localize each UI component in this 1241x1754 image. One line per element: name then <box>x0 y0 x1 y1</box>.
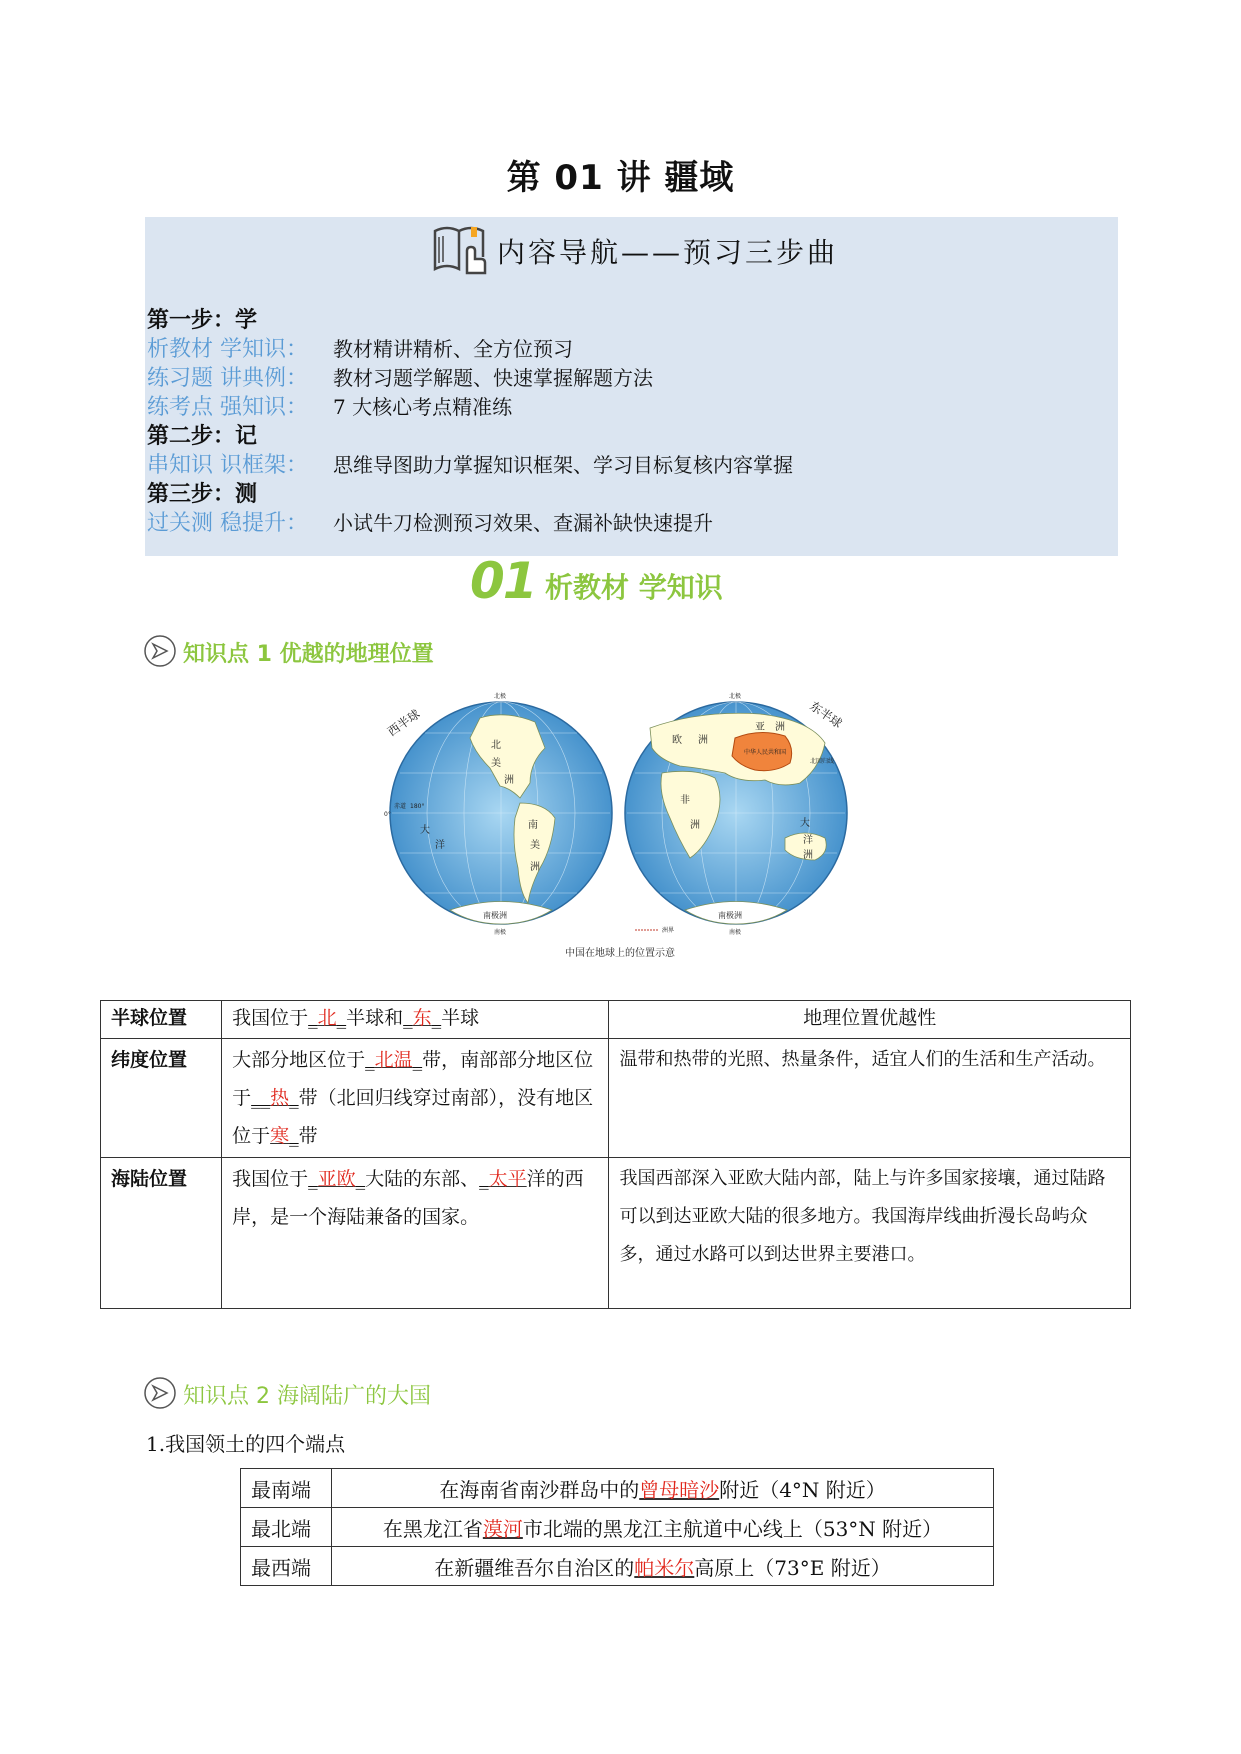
step-desc: 教材习题学解题、快速掌握解题方法 <box>333 366 653 390</box>
blank: _ <box>431 1007 442 1029</box>
step-2-title: 第二步：记 <box>147 424 258 449</box>
af-char-1: 非 <box>680 795 690 806</box>
blank: _ <box>412 1049 423 1071</box>
blank: _ <box>479 1168 489 1190</box>
blank: __ <box>251 1087 271 1109</box>
south-pole-label-left: 南极 <box>494 929 507 936</box>
row-label: 最西端 <box>241 1547 332 1586</box>
step-key: 练考点 强知识： <box>147 395 308 420</box>
lon-180-label: 180° <box>410 803 425 810</box>
text-part: 半球 <box>441 1007 480 1029</box>
answer-fill: 北 <box>317 1007 337 1029</box>
tropic-label: 北回归线 <box>810 758 835 765</box>
answer-fill: 帕米尔 <box>634 1555 695 1580</box>
row-content <box>222 1158 609 1309</box>
step-key: 析教材 学知识： <box>147 337 308 362</box>
equator-label: 赤道 <box>394 803 407 810</box>
section-number: 01 <box>470 552 536 610</box>
pacific-char-2: 洋 <box>435 840 445 851</box>
text-part: 在新疆维吾尔自治区的 <box>434 1555 635 1580</box>
answer-fill: 热 <box>270 1087 290 1109</box>
row-label: 最北端 <box>241 1508 332 1547</box>
page-title: 第 01 讲 疆域 <box>506 158 735 198</box>
header-advantage: 地理位置优越性 <box>609 1001 1131 1039</box>
as-char-2: 洲 <box>775 722 785 733</box>
western-hemisphere-label: 西半球 <box>385 706 423 739</box>
answer-fill: 东 <box>412 1007 432 1029</box>
location-advantages-table <box>100 1000 1131 1309</box>
na-char-1: 北 <box>491 740 501 751</box>
row-content <box>222 1001 609 1039</box>
territory-extremes-table <box>240 1468 994 1586</box>
sa-char-1: 南 <box>528 820 538 831</box>
step-3-title: 第三步：测 <box>147 482 258 507</box>
blank: _ <box>289 1125 299 1147</box>
nav-header <box>145 217 1118 287</box>
blank: _ <box>308 1168 318 1190</box>
step-desc: 教材精讲精析、全方位预习 <box>333 337 573 361</box>
text-part: 大部分地区位于 <box>232 1049 366 1071</box>
eu-char-2: 洲 <box>698 735 708 746</box>
step-1-title: 第一步：学 <box>147 308 258 333</box>
text-part: 附近（4°N 附近） <box>719 1477 886 1502</box>
north-pole-label-right: 北极 <box>729 693 742 700</box>
oc-char-3: 洲 <box>803 850 813 861</box>
section-title: 析教材 学知识 <box>545 571 723 604</box>
north-pole-label-left: 北极 <box>494 693 507 700</box>
answer-fill: 曾母暗沙 <box>639 1477 720 1502</box>
row-advantage: 温带和热带的光照、热量条件，适宜人们的生活和生产活动。 <box>609 1039 1131 1158</box>
table-row <box>241 1547 994 1586</box>
table-row <box>101 1001 1131 1039</box>
table-row <box>241 1508 994 1547</box>
arrow-circle-icon <box>143 1376 177 1410</box>
blank: _ <box>289 1087 299 1109</box>
step-desc: 思维导图助力掌握知识框架、学习目标复核内容掌握 <box>333 453 793 477</box>
text-part: 高原上（73°E 附近） <box>694 1555 891 1580</box>
answer-fill: 寒 <box>270 1125 290 1147</box>
item-1-heading: 1.我国领土的四个端点 <box>146 1432 346 1456</box>
text-part: 带 <box>298 1125 318 1147</box>
table-row <box>101 1039 1131 1158</box>
row-content <box>332 1469 994 1508</box>
table-row <box>101 1158 1131 1309</box>
table-row <box>241 1469 994 1508</box>
step-3-line-1 <box>147 506 713 534</box>
knowledge-point-2-label: 知识点 2 海阔陆广的大国 <box>183 1384 431 1409</box>
step-key: 练习题 讲典例： <box>147 366 308 391</box>
content-nav-box <box>145 217 1118 556</box>
blank: _ <box>365 1049 375 1071</box>
row-label: 最南端 <box>241 1469 332 1508</box>
pacific-char-1: 大 <box>420 825 430 836</box>
text-part: 在黑龙江省 <box>382 1516 483 1541</box>
blank: _ <box>355 1168 366 1190</box>
row-advantage: 我国西部深入亚欧大陆内部，陆上与许多国家接壤，通过陆路可以到达亚欧大陆的很多地方。我国海岸线曲折漫长岛屿众多，通过水路可以到达世界主要港口。 <box>609 1158 1131 1309</box>
step-desc: 7 大核心考点精准练 <box>333 395 513 419</box>
step-1-line-1 <box>147 332 573 360</box>
arrow-circle-icon <box>143 634 177 668</box>
book-hand-icon <box>429 217 493 281</box>
text-part: 大陆的东部、 <box>365 1168 480 1190</box>
text-part: 洋的西岸，是一个海陆兼备的国家。 <box>232 1168 584 1228</box>
text-part: 带（北回归线穿过南部），没有地区位于 <box>232 1087 594 1147</box>
knowledge-point-1-label: 知识点 1 优越的地理位置 <box>183 642 434 667</box>
row-content <box>332 1508 994 1547</box>
eastern-hemisphere-label: 东半球 <box>807 698 845 731</box>
text-part: 半球和 <box>346 1007 404 1029</box>
lat-0-label: 0° <box>384 811 391 818</box>
answer-fill: 亚欧 <box>317 1168 356 1190</box>
answer-fill: 北温 <box>374 1049 413 1071</box>
row-content <box>332 1547 994 1586</box>
af-char-2: 洲 <box>690 820 700 831</box>
row-label: 海陆位置 <box>101 1158 222 1309</box>
text-part: 市北端的黑龙江主航道中心线上（53°N 附近） <box>522 1516 943 1541</box>
row-label: 纬度位置 <box>101 1039 222 1158</box>
row-content <box>222 1039 609 1158</box>
blank: _ <box>336 1007 347 1029</box>
step-1-line-3 <box>147 390 512 418</box>
eu-char-1: 欧 <box>672 735 682 746</box>
nav-title: 内容导航——预习三步曲 <box>497 236 839 269</box>
step-key: 过关测 稳提升： <box>147 511 308 536</box>
step-key: 串知识 识框架： <box>147 453 308 478</box>
text-part: 在海南省南沙群岛中的 <box>439 1477 640 1502</box>
south-pole-label-right: 南极 <box>729 929 742 936</box>
legend-label: 洲界 <box>662 927 675 934</box>
antarctica-east-label: 南极洲 <box>718 911 742 920</box>
blank: _ <box>308 1007 318 1029</box>
step-desc: 小试牛刀检测预习效果、查漏补缺快速提升 <box>333 511 713 535</box>
blank: _ <box>403 1007 413 1029</box>
row-label: 半球位置 <box>101 1001 222 1039</box>
oc-char-1: 大 <box>800 818 810 829</box>
text-part: 我国位于 <box>232 1007 309 1029</box>
world-hemispheres-map <box>380 688 860 958</box>
step-1-line-2 <box>147 361 653 389</box>
sa-char-2: 美 <box>530 840 540 851</box>
text-part: 带，南部部分地区位于 <box>232 1049 594 1109</box>
na-char-3: 洲 <box>504 775 514 786</box>
oc-char-2: 洋 <box>803 835 813 846</box>
sa-char-3: 洲 <box>530 862 540 873</box>
na-char-2: 美 <box>491 758 501 769</box>
as-char-1: 亚 <box>755 722 765 733</box>
answer-fill: 太平 <box>488 1168 527 1190</box>
china-label: 中华人民共和国 <box>744 749 787 756</box>
map-caption: 中国在地球上的位置示意 <box>565 948 675 959</box>
step-2-line-1 <box>147 448 793 476</box>
answer-fill: 漠河 <box>482 1516 523 1541</box>
text-part: 我国位于 <box>232 1168 309 1190</box>
antarctica-west-label: 南极洲 <box>483 911 507 920</box>
